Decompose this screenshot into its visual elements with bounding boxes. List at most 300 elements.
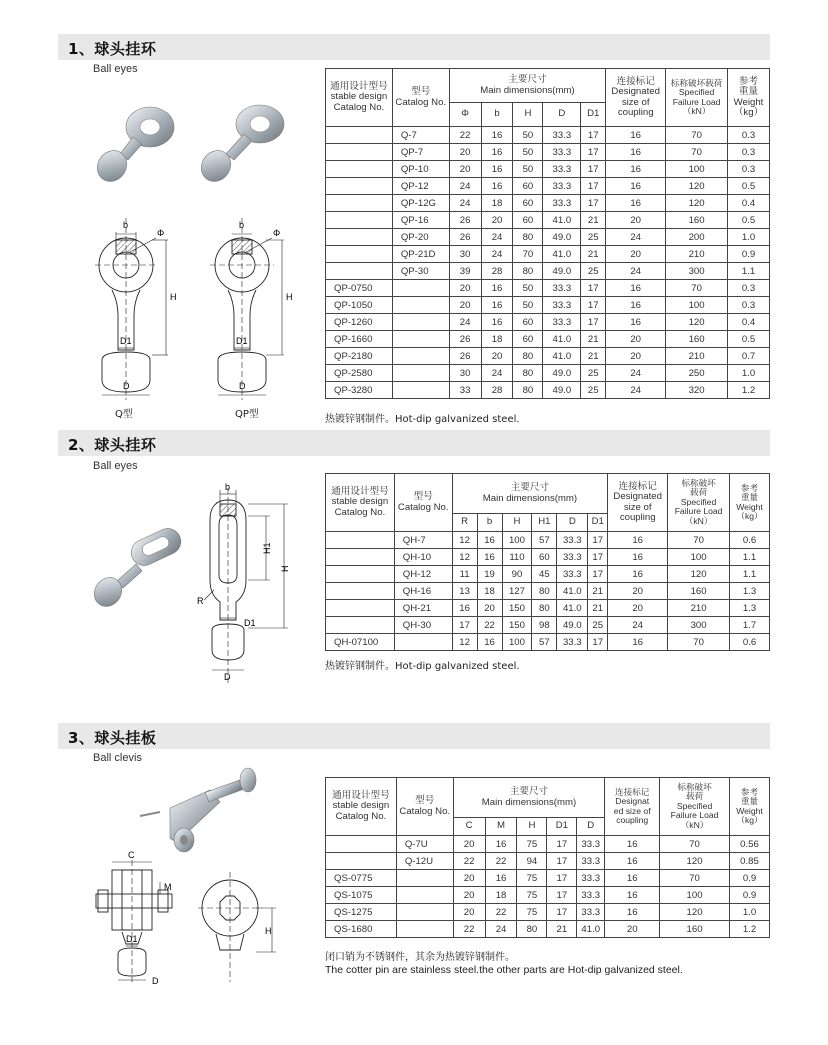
table-cell: 20 bbox=[453, 836, 485, 853]
header-dim: D1 bbox=[581, 103, 606, 127]
table-cell: 120 bbox=[660, 853, 730, 870]
table-cell: 18 bbox=[481, 331, 513, 348]
table-cell: 16 bbox=[608, 532, 668, 549]
header-weight: 参考 重量 Weight （kg） bbox=[728, 69, 770, 127]
table-cell: 100 bbox=[666, 161, 728, 178]
table-cell bbox=[392, 280, 449, 297]
table-row bbox=[326, 853, 770, 870]
table-cell: 57 bbox=[532, 532, 557, 549]
table-cell: 200 bbox=[666, 229, 728, 246]
table-cell: 33.3 bbox=[557, 532, 588, 549]
table-cell: 120 bbox=[666, 195, 728, 212]
table-cell: 0.5 bbox=[728, 331, 770, 348]
table-cell: QS-0775 bbox=[326, 870, 397, 887]
table-cell: 30 bbox=[449, 246, 481, 263]
header-dim: M bbox=[485, 818, 517, 836]
table-cell: 0.3 bbox=[728, 280, 770, 297]
table-cell: 33.3 bbox=[543, 144, 581, 161]
table-cell bbox=[326, 566, 395, 583]
table-cell: 94 bbox=[517, 853, 547, 870]
table-cell: 80 bbox=[513, 348, 543, 365]
table-row bbox=[326, 348, 770, 365]
table-cell: 16 bbox=[606, 195, 666, 212]
table-cell: 21 bbox=[581, 212, 606, 229]
section-1-title: 1、球头挂环 bbox=[68, 40, 157, 58]
table-cell: 100 bbox=[660, 887, 730, 904]
table-cell: 26 bbox=[449, 331, 481, 348]
table-cell: 22 bbox=[453, 921, 485, 938]
table-cell: 20 bbox=[453, 870, 485, 887]
dim-label-h: H bbox=[280, 565, 290, 572]
table-cell: 20 bbox=[608, 583, 668, 600]
table-cell: 70 bbox=[668, 532, 730, 549]
table-cell: 20 bbox=[477, 600, 502, 617]
table-cell: 1.1 bbox=[730, 549, 770, 566]
table-cell: 33.3 bbox=[543, 178, 581, 195]
table-cell: 1.0 bbox=[729, 904, 769, 921]
table-cell: QP-12 bbox=[392, 178, 449, 195]
table-cell: QH-16 bbox=[394, 583, 452, 600]
table-body bbox=[326, 836, 770, 938]
table-cell: 22 bbox=[485, 853, 517, 870]
table-cell: 80 bbox=[513, 229, 543, 246]
table-cell: 17 bbox=[547, 853, 577, 870]
table-cell: 33.3 bbox=[543, 297, 581, 314]
table-cell: 50 bbox=[513, 297, 543, 314]
header-dim: Φ bbox=[449, 103, 481, 127]
header-load: 标称破坏 载荷 Specified Failure Load （kN） bbox=[660, 778, 730, 836]
table-cell: 17 bbox=[588, 566, 608, 583]
table-cell: 0.4 bbox=[728, 314, 770, 331]
table-row bbox=[326, 280, 770, 297]
table-cell: 16 bbox=[606, 297, 666, 314]
table-cell: 1.1 bbox=[730, 566, 770, 583]
table-row bbox=[326, 263, 770, 280]
table-cell: 20 bbox=[453, 887, 485, 904]
table-cell: 100 bbox=[502, 634, 532, 651]
table-cell: 41.0 bbox=[557, 600, 588, 617]
table-cell: 33.3 bbox=[577, 853, 605, 870]
table-cell: 16 bbox=[605, 887, 660, 904]
table-row bbox=[326, 331, 770, 348]
table-cell: 17 bbox=[547, 870, 577, 887]
header-dim: H bbox=[502, 514, 532, 532]
table-cell: 16 bbox=[608, 566, 668, 583]
table-cell: 24 bbox=[449, 314, 481, 331]
table-cell: 120 bbox=[660, 904, 730, 921]
table-cell: 0.9 bbox=[729, 887, 769, 904]
table-cell bbox=[394, 634, 452, 651]
table-cell: 80 bbox=[532, 600, 557, 617]
table-cell: 39 bbox=[449, 263, 481, 280]
header-load: 标称破坏 载荷 Specified Failure Load （kN） bbox=[668, 474, 730, 532]
table-cell: 25 bbox=[588, 617, 608, 634]
table-row bbox=[326, 566, 770, 583]
table-cell: 20 bbox=[453, 904, 485, 921]
table-body bbox=[326, 127, 770, 399]
dim-label-phi: Φ bbox=[273, 228, 281, 238]
dim-label-d1: D1 bbox=[244, 618, 256, 628]
table-cell: Q-7U bbox=[396, 836, 453, 853]
header-main-dimensions: 主要尺寸 Main dimensions(mm) bbox=[449, 69, 606, 103]
section-3-note: 闭口销为不锈钢件，其余为热镀锌钢制件。 bbox=[325, 952, 515, 963]
header-model: 型号 Catalog No. bbox=[396, 778, 453, 836]
table-cell: 110 bbox=[502, 549, 532, 566]
header-coupling: 连接标记 Designat ed size of coupling bbox=[605, 778, 660, 836]
table-cell: 20 bbox=[608, 600, 668, 617]
table-cell: 33.3 bbox=[577, 870, 605, 887]
table-cell: QH-07100 bbox=[326, 634, 395, 651]
table-row bbox=[326, 161, 770, 178]
header-coupling: 连接标记 Designated size of coupling bbox=[608, 474, 668, 532]
table-cell: 1.7 bbox=[730, 617, 770, 634]
table-cell: 16 bbox=[608, 549, 668, 566]
table-cell: 26 bbox=[449, 348, 481, 365]
table-cell: 21 bbox=[547, 921, 577, 938]
table-cell: QS-1680 bbox=[326, 921, 397, 938]
table-cell: 17 bbox=[588, 532, 608, 549]
table-cell: 70 bbox=[660, 870, 730, 887]
table-cell: 22 bbox=[485, 904, 517, 921]
table-cell: 20 bbox=[481, 348, 513, 365]
table-cell: 16 bbox=[606, 280, 666, 297]
table-cell: 17 bbox=[581, 127, 606, 144]
table-cell: 24 bbox=[606, 365, 666, 382]
ball-clevis-drawing bbox=[90, 852, 280, 987]
table-row bbox=[326, 634, 770, 651]
table-cell: QP-2580 bbox=[326, 365, 393, 382]
table-cell: 26 bbox=[449, 212, 481, 229]
table-cell: 21 bbox=[581, 246, 606, 263]
dim-label-d: D bbox=[224, 672, 231, 682]
table-cell: 24 bbox=[606, 382, 666, 399]
section-2-subtitle: Ball eyes bbox=[93, 460, 138, 472]
table-cell: 16 bbox=[605, 904, 660, 921]
section-1-spec-table bbox=[325, 68, 770, 399]
header-weight: 参考 重量 Weight （kg） bbox=[729, 778, 769, 836]
ball-eye-q-photo bbox=[88, 92, 198, 187]
section-2-title: 2、球头挂环 bbox=[68, 436, 157, 454]
table-row bbox=[326, 600, 770, 617]
header-dim: R bbox=[452, 514, 477, 532]
header-main-dimensions: 主要尺寸 Main dimensions(mm) bbox=[453, 778, 605, 818]
header-catalog: 通用设计型号 stable design Catalog No. bbox=[326, 69, 393, 127]
table-cell: 33.3 bbox=[543, 127, 581, 144]
dim-label-phi: Φ bbox=[157, 228, 165, 238]
section-3-header-bar bbox=[58, 723, 770, 749]
header-dim: H bbox=[513, 103, 543, 127]
dim-label-d: D bbox=[239, 381, 246, 391]
table-cell: 0.85 bbox=[729, 853, 769, 870]
table-cell: 150 bbox=[502, 600, 532, 617]
table-cell: QS-1275 bbox=[326, 904, 397, 921]
table-cell: 20 bbox=[449, 297, 481, 314]
table-row bbox=[326, 212, 770, 229]
table-cell: 60 bbox=[513, 331, 543, 348]
ball-eye-qh-photo bbox=[90, 530, 190, 610]
table-cell: 20 bbox=[606, 348, 666, 365]
table-cell: 100 bbox=[502, 532, 532, 549]
table-cell: 33.3 bbox=[557, 566, 588, 583]
table-cell: QS-1075 bbox=[326, 887, 397, 904]
table-cell: 24 bbox=[606, 229, 666, 246]
table-cell: 90 bbox=[502, 566, 532, 583]
table-cell: 20 bbox=[449, 144, 481, 161]
table-cell: 75 bbox=[517, 904, 547, 921]
table-cell: 120 bbox=[666, 314, 728, 331]
table-row bbox=[326, 887, 770, 904]
table-cell: QP-20 bbox=[392, 229, 449, 246]
table-cell: 41.0 bbox=[577, 921, 605, 938]
table-cell: 300 bbox=[668, 617, 730, 634]
table-cell: 17 bbox=[581, 178, 606, 195]
table-cell: 33.3 bbox=[557, 634, 588, 651]
table-cell: 210 bbox=[666, 348, 728, 365]
table-cell: Q-7 bbox=[392, 127, 449, 144]
table-cell: 17 bbox=[452, 617, 477, 634]
table-cell: 16 bbox=[605, 870, 660, 887]
table-cell: 50 bbox=[513, 127, 543, 144]
table-row bbox=[326, 921, 770, 938]
table-cell: 160 bbox=[666, 331, 728, 348]
table-cell: 16 bbox=[481, 314, 513, 331]
table-cell: 0.5 bbox=[728, 212, 770, 229]
table-cell: 120 bbox=[668, 566, 730, 583]
dim-label-b: b bbox=[123, 220, 129, 230]
table-cell: 60 bbox=[532, 549, 557, 566]
table-cell: 0.3 bbox=[728, 127, 770, 144]
table-cell bbox=[326, 617, 395, 634]
table-cell: 1.3 bbox=[730, 583, 770, 600]
table-cell: 22 bbox=[449, 127, 481, 144]
table-cell bbox=[326, 853, 397, 870]
caption-qp-type: QP型 bbox=[235, 409, 259, 420]
table-row bbox=[326, 314, 770, 331]
table-cell: 300 bbox=[666, 263, 728, 280]
table-cell bbox=[392, 365, 449, 382]
table-cell: 24 bbox=[481, 229, 513, 246]
table-cell: 160 bbox=[660, 921, 730, 938]
table-cell: 20 bbox=[449, 280, 481, 297]
ball-eye-qh-drawing bbox=[190, 480, 300, 690]
section-2-header-bar bbox=[58, 430, 770, 456]
table-cell: QP-2180 bbox=[326, 348, 393, 365]
table-cell: 49.0 bbox=[543, 263, 581, 280]
section-3-note-english: The cotter pin are stainless steel.the other parts are Hot-dip galvanized steel. bbox=[325, 964, 683, 976]
table-cell bbox=[326, 532, 395, 549]
table-cell: 49.0 bbox=[543, 365, 581, 382]
table-cell: 0.6 bbox=[730, 532, 770, 549]
table-cell: 17 bbox=[588, 634, 608, 651]
table-cell: 28 bbox=[481, 263, 513, 280]
table-cell: 210 bbox=[668, 600, 730, 617]
table-cell: 50 bbox=[513, 280, 543, 297]
header-dim: D1 bbox=[588, 514, 608, 532]
section-1-subtitle: Ball eyes bbox=[93, 63, 138, 75]
table-cell: 33.3 bbox=[543, 195, 581, 212]
table-cell: 60 bbox=[513, 195, 543, 212]
table-cell bbox=[326, 549, 395, 566]
table-cell: 33.3 bbox=[577, 887, 605, 904]
table-cell: QP-1050 bbox=[326, 297, 393, 314]
header-main-dimensions: 主要尺寸 Main dimensions(mm) bbox=[452, 474, 608, 514]
table-cell: 1.2 bbox=[729, 921, 769, 938]
header-dim: D bbox=[577, 818, 605, 836]
table-row bbox=[326, 195, 770, 212]
table-cell: 33.3 bbox=[577, 836, 605, 853]
header-catalog: 通用设计型号 stable design Catalog No. bbox=[326, 778, 397, 836]
table-cell bbox=[396, 921, 453, 938]
section-3-spec-table bbox=[325, 777, 770, 938]
table-cell: 0.3 bbox=[728, 144, 770, 161]
table-cell: 11 bbox=[452, 566, 477, 583]
dim-label-h: H bbox=[170, 292, 177, 302]
table-cell: 0.9 bbox=[729, 870, 769, 887]
table-cell: 1.1 bbox=[728, 263, 770, 280]
table-cell bbox=[392, 331, 449, 348]
section-3-subtitle: Ball clevis bbox=[93, 752, 142, 764]
table-cell: 20 bbox=[606, 246, 666, 263]
section-2-spec-table bbox=[325, 473, 770, 651]
table-row bbox=[326, 365, 770, 382]
table-cell: 24 bbox=[449, 195, 481, 212]
ball-eye-qp-drawing bbox=[200, 210, 300, 410]
dim-label-m: M bbox=[164, 882, 172, 892]
table-cell: 41.0 bbox=[557, 583, 588, 600]
table-cell: 28 bbox=[481, 382, 513, 399]
table-row bbox=[326, 617, 770, 634]
table-cell: 75 bbox=[517, 887, 547, 904]
dim-label-b: b bbox=[225, 482, 231, 492]
table-cell: 320 bbox=[666, 382, 728, 399]
table-cell: 24 bbox=[608, 617, 668, 634]
table-cell: Q-12U bbox=[396, 853, 453, 870]
table-row bbox=[326, 382, 770, 399]
table-cell: 33.3 bbox=[543, 280, 581, 297]
header-dim: D bbox=[557, 514, 588, 532]
table-cell: QP-7 bbox=[392, 144, 449, 161]
table-cell: 16 bbox=[452, 600, 477, 617]
table-cell: 21 bbox=[581, 348, 606, 365]
table-cell: 16 bbox=[485, 836, 517, 853]
table-cell: 24 bbox=[449, 178, 481, 195]
table-cell: 16 bbox=[606, 127, 666, 144]
table-cell: 25 bbox=[581, 365, 606, 382]
caption-q-type: Q型 bbox=[115, 409, 133, 420]
table-cell: 45 bbox=[532, 566, 557, 583]
table-row bbox=[326, 178, 770, 195]
table-cell bbox=[326, 583, 395, 600]
table-cell: 80 bbox=[513, 382, 543, 399]
table-cell: 150 bbox=[502, 617, 532, 634]
table-cell: 25 bbox=[581, 229, 606, 246]
table-cell: 24 bbox=[481, 365, 513, 382]
table-cell: 26 bbox=[449, 229, 481, 246]
table-cell: QP-30 bbox=[392, 263, 449, 280]
table-cell bbox=[326, 178, 393, 195]
dim-label-d1: D1 bbox=[120, 336, 132, 346]
table-cell: QH-30 bbox=[394, 617, 452, 634]
table-cell: 12 bbox=[452, 532, 477, 549]
table-cell bbox=[326, 212, 393, 229]
header-dim: H bbox=[517, 818, 547, 836]
table-cell: 22 bbox=[453, 853, 485, 870]
table-row bbox=[326, 246, 770, 263]
table-cell: 0.4 bbox=[728, 195, 770, 212]
ball-eye-qp-photo bbox=[196, 94, 306, 189]
table-cell: 0.56 bbox=[729, 836, 769, 853]
section-2-note: 热镀锌钢制件。Hot-dip galvanized steel. bbox=[325, 661, 520, 672]
table-cell: 18 bbox=[477, 583, 502, 600]
dim-label-h1: H1 bbox=[262, 542, 272, 554]
table-cell: 19 bbox=[477, 566, 502, 583]
dim-label-h: H bbox=[286, 292, 293, 302]
table-cell bbox=[392, 348, 449, 365]
table-cell: 0.3 bbox=[728, 161, 770, 178]
table-cell bbox=[326, 263, 393, 280]
table-cell: 16 bbox=[606, 161, 666, 178]
table-cell: 16 bbox=[606, 178, 666, 195]
table-cell: QP-12G bbox=[392, 195, 449, 212]
table-cell: 33.3 bbox=[543, 314, 581, 331]
table-cell: 0.7 bbox=[728, 348, 770, 365]
table-row bbox=[326, 870, 770, 887]
table-row bbox=[326, 127, 770, 144]
dim-label-r: R bbox=[197, 596, 204, 606]
table-cell: 100 bbox=[666, 297, 728, 314]
table-cell: 12 bbox=[452, 634, 477, 651]
table-row bbox=[326, 229, 770, 246]
table-cell: 70 bbox=[513, 246, 543, 263]
table-cell: 20 bbox=[606, 331, 666, 348]
table-cell: 0.9 bbox=[728, 246, 770, 263]
table-cell: 24 bbox=[481, 246, 513, 263]
table-cell: 20 bbox=[449, 161, 481, 178]
header-model: 型号 Catalog No. bbox=[392, 69, 449, 127]
table-row bbox=[326, 836, 770, 853]
header-dim: b bbox=[477, 514, 502, 532]
table-cell: 16 bbox=[481, 297, 513, 314]
table-cell: 17 bbox=[547, 904, 577, 921]
table-cell: 120 bbox=[666, 178, 728, 195]
table-cell: 20 bbox=[606, 212, 666, 229]
header-dim: D bbox=[543, 103, 581, 127]
table-cell: 22 bbox=[477, 617, 502, 634]
table-cell: 24 bbox=[485, 921, 517, 938]
table-cell: 16 bbox=[605, 836, 660, 853]
table-cell: QH-12 bbox=[394, 566, 452, 583]
table-cell: QH-21 bbox=[394, 600, 452, 617]
table-cell: 60 bbox=[513, 314, 543, 331]
table-cell: 21 bbox=[581, 331, 606, 348]
table-cell: QP-0750 bbox=[326, 280, 393, 297]
table-cell bbox=[326, 161, 393, 178]
table-cell: 80 bbox=[517, 921, 547, 938]
table-cell: QP-10 bbox=[392, 161, 449, 178]
table-row bbox=[326, 549, 770, 566]
table-cell: 50 bbox=[513, 161, 543, 178]
table-row bbox=[326, 297, 770, 314]
dim-label-b: b bbox=[239, 220, 245, 230]
table-cell: 33.3 bbox=[557, 549, 588, 566]
table-cell bbox=[326, 127, 393, 144]
table-cell: 12 bbox=[452, 549, 477, 566]
table-cell: 33.3 bbox=[577, 904, 605, 921]
table-cell: 17 bbox=[547, 836, 577, 853]
dim-label-d1: D1 bbox=[126, 934, 138, 944]
table-cell bbox=[392, 382, 449, 399]
table-cell: 16 bbox=[481, 161, 513, 178]
